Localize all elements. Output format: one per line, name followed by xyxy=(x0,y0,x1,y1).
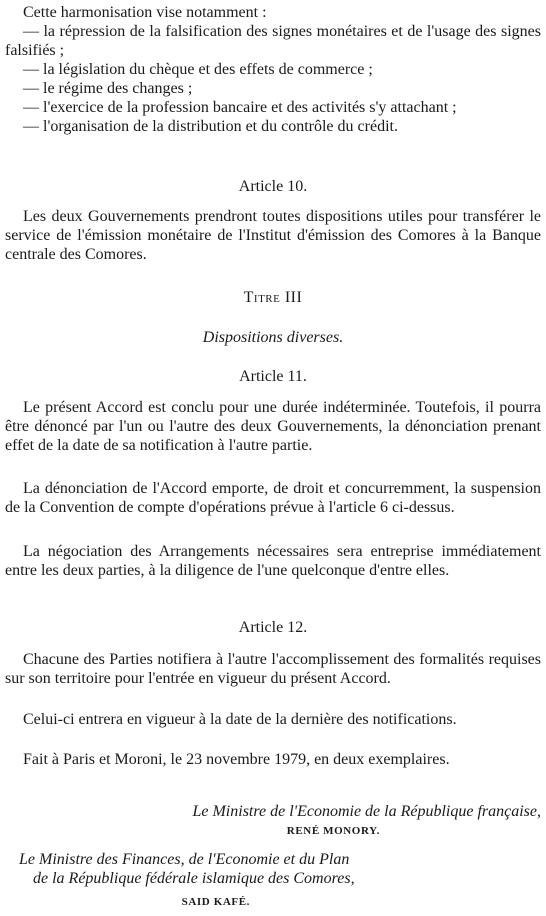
article-11-heading: Article 11. xyxy=(239,368,307,385)
article-10-body: Les deux Gouvernements prendront toutes dispositions utiles pour transférer le service de l'émission monétaire de l'Institut d'émission des Comores à la Banque centrale des Comores. xyxy=(5,208,541,263)
signature-2-title-line2: de la République fédérale islamique des Comores, xyxy=(33,870,355,887)
signature-2-block xyxy=(19,850,541,888)
article-12-paragraph: Chacune des Parties notifiera à l'autre l'accomplissement des formalités requises sur son territoire pour l'entrée en vigueur du présent Accord. xyxy=(5,651,541,687)
closing-statement: Fait à Paris et Moroni, le 23 novembre 1979, en deux exemplaires. xyxy=(23,751,450,768)
signature-1-name: RENÉ MONORY. xyxy=(286,825,380,837)
titre-subheading: Dispositions diverses. xyxy=(202,329,344,346)
intro-item: — le régime des changes ; xyxy=(23,80,193,97)
signature-2-name: SAID KAFÉ. xyxy=(181,896,250,908)
intro-item: — la législation du chèque et des effets de commerce ; xyxy=(23,61,373,78)
article-11-paragraph: Le présent Accord est conclu pour une durée indéterminée. Toutefois, il pourra être dénoncé par l'un ou l'autre des deux Gouvernements, la dénonciation prenant effet de la date de sa notification à l'autre partie. xyxy=(5,399,541,454)
intro-lead: Cette harmonisation vise notamment : xyxy=(23,4,267,21)
signature-1-title: Le Ministre de l'Economie de la République française, xyxy=(192,803,541,820)
intro-section xyxy=(5,3,541,136)
article-11-paragraph: La négociation des Arrangements nécessaires sera entreprise immédiatement entre les deux parties, à la diligence de l'une quelconque d'entre elles. xyxy=(5,543,541,579)
intro-item: — la répression de la falsification des signes monétaires et de l'usage des signes falsifiés ; xyxy=(5,23,541,59)
intro-item: — l'exercice de la profession bancaire et des activités s'y attachant ; xyxy=(23,99,457,116)
signature-2-title-line1: Le Ministre des Finances, de l'Economie et du Plan xyxy=(19,851,350,868)
article-11-paragraph: La dénonciation de l'Accord emporte, de droit et concurremment, la suspension de la Convention de compte d'opérations prévue à l'article 6 ci-dessus. xyxy=(5,480,541,516)
article-12-heading: Article 12. xyxy=(238,619,308,636)
intro-item: — l'organisation de la distribution et du contrôle du crédit. xyxy=(23,118,398,135)
article-10-heading: Article 10. xyxy=(238,178,308,195)
article-12-paragraph: Celui-ci entrera en vigueur à la date de la dernière des notifications. xyxy=(23,711,457,728)
titre-heading: Titre III xyxy=(243,289,303,306)
